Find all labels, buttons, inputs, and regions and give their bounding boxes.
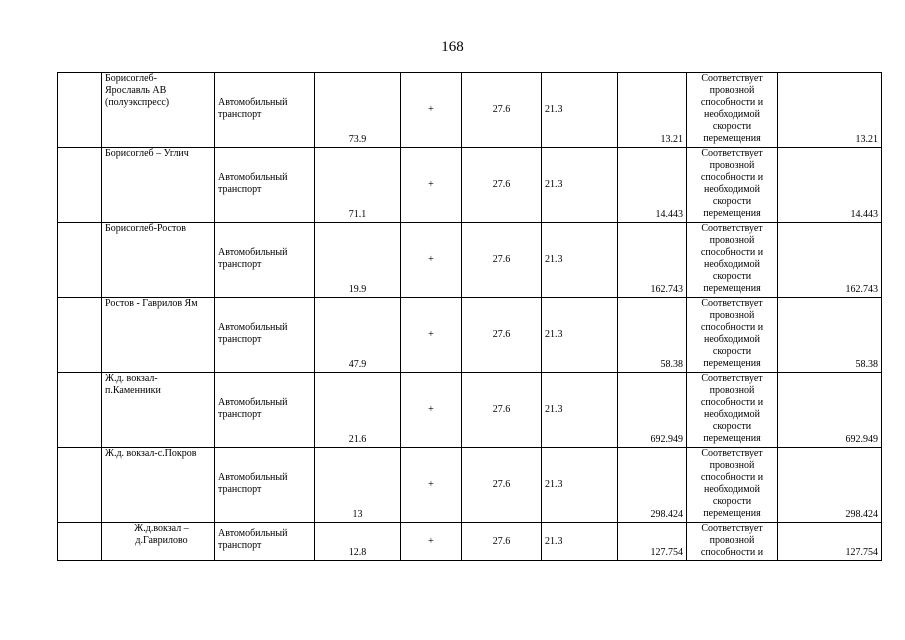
route-value-a: 692.949 — [618, 373, 687, 448]
route-value-1: 27.6 — [462, 73, 542, 148]
table-row — [58, 148, 882, 223]
row-index-cell — [58, 298, 102, 373]
route-value-1: 27.6 — [462, 148, 542, 223]
conformity-text: Соответствует провозной способности и необходимой скорости перемещения — [687, 298, 778, 373]
row-index-cell — [58, 448, 102, 523]
table-row — [58, 373, 882, 448]
route-value-2: 21.3 — [542, 298, 618, 373]
row-index-cell — [58, 73, 102, 148]
route-value-1: 27.6 — [462, 298, 542, 373]
table-row — [58, 298, 882, 373]
route-value-2: 21.3 — [542, 73, 618, 148]
row-index-cell — [58, 148, 102, 223]
transport-type: Автомобильный транспорт — [215, 298, 315, 373]
route-value-1: 27.6 — [462, 448, 542, 523]
route-mark: + — [401, 523, 462, 561]
route-value-b: 14.443 — [778, 148, 882, 223]
table-row — [58, 523, 882, 561]
table-body — [58, 73, 882, 561]
route-value: 12.8 — [315, 523, 401, 561]
transport-routes-table — [57, 72, 882, 561]
route-mark: + — [401, 223, 462, 298]
route-name: Ж.д.вокзал – д.Гаврилово — [102, 523, 215, 561]
conformity-text: Соответствует провозной способности и необходимой скорости перемещения — [687, 373, 778, 448]
conformity-text: Соответствует провозной способности и необходимой скорости перемещения — [687, 223, 778, 298]
route-value-a: 298.424 — [618, 448, 687, 523]
transport-type: Автомобильный транспорт — [215, 373, 315, 448]
transport-type: Автомобильный транспорт — [215, 223, 315, 298]
route-value-b: 58.38 — [778, 298, 882, 373]
route-name: Ж.д. вокзал-с.Покров — [102, 448, 215, 523]
route-name: Борисоглеб – Углич — [102, 148, 215, 223]
conformity-text: Соответствует провозной способности и — [687, 523, 778, 561]
route-value-1: 27.6 — [462, 523, 542, 561]
route-value-2: 21.3 — [542, 448, 618, 523]
table-row — [58, 73, 882, 148]
route-value-b: 127.754 — [778, 523, 882, 561]
route-value-a: 127.754 — [618, 523, 687, 561]
conformity-text: Соответствует провозной способности и необходимой скорости перемещения — [687, 73, 778, 148]
route-mark: + — [401, 73, 462, 148]
route-value: 73.9 — [315, 73, 401, 148]
route-value: 19.9 — [315, 223, 401, 298]
conformity-text: Соответствует провозной способности и необходимой скорости перемещения — [687, 448, 778, 523]
route-value-2: 21.3 — [542, 523, 618, 561]
route-value-a: 14.443 — [618, 148, 687, 223]
route-mark: + — [401, 298, 462, 373]
route-value-2: 21.3 — [542, 223, 618, 298]
route-value: 21.6 — [315, 373, 401, 448]
transport-type: Автомобильный транспорт — [215, 523, 315, 561]
route-name: Ж.д. вокзал- п.Каменники — [102, 373, 215, 448]
table-row — [58, 448, 882, 523]
route-value-b: 298.424 — [778, 448, 882, 523]
route-name: Борисоглеб- Ярославль АВ (полуэкспресс) — [102, 73, 215, 148]
row-index-cell — [58, 223, 102, 298]
route-value-2: 21.3 — [542, 373, 618, 448]
route-name: Ростов - Гаврилов Ям — [102, 298, 215, 373]
row-index-cell — [58, 373, 102, 448]
route-value: 13 — [315, 448, 401, 523]
route-value-1: 27.6 — [462, 223, 542, 298]
route-value: 47.9 — [315, 298, 401, 373]
route-value-a: 13.21 — [618, 73, 687, 148]
transport-type: Автомобильный транспорт — [215, 148, 315, 223]
route-value-a: 162.743 — [618, 223, 687, 298]
route-mark: + — [401, 448, 462, 523]
conformity-text: Соответствует провозной способности и необходимой скорости перемещения — [687, 148, 778, 223]
page-number: 168 — [441, 39, 464, 55]
route-value: 71.1 — [315, 148, 401, 223]
table-row — [58, 223, 882, 298]
transport-type: Автомобильный транспорт — [215, 448, 315, 523]
route-name: Борисоглеб-Ростов — [102, 223, 215, 298]
route-mark: + — [401, 373, 462, 448]
route-value-b: 162.743 — [778, 223, 882, 298]
row-index-cell — [58, 523, 102, 561]
route-mark: + — [401, 148, 462, 223]
route-value-a: 58.38 — [618, 298, 687, 373]
transport-type: Автомобильный транспорт — [215, 73, 315, 148]
route-value-b: 13.21 — [778, 73, 882, 148]
route-value-b: 692.949 — [778, 373, 882, 448]
route-value-1: 27.6 — [462, 373, 542, 448]
route-value-2: 21.3 — [542, 148, 618, 223]
